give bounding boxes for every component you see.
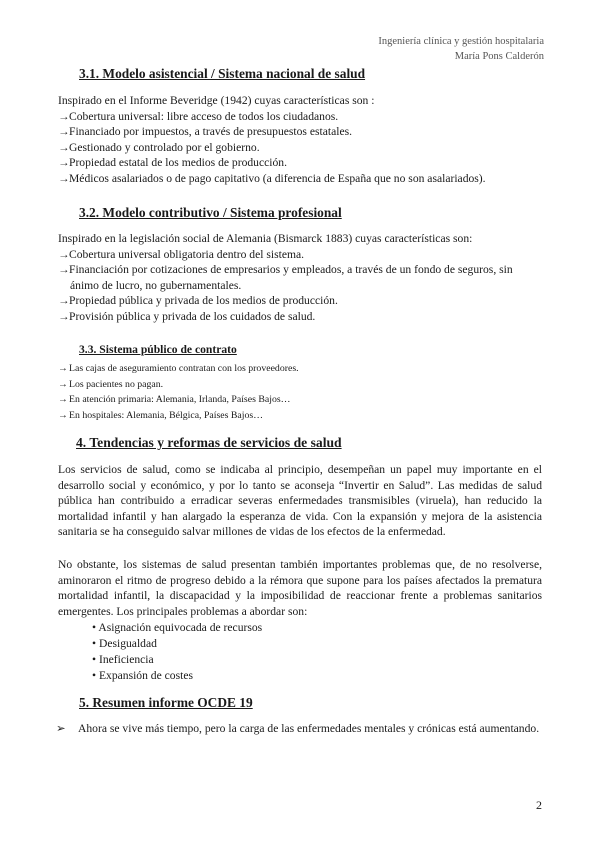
arrow-icon: →	[58, 309, 70, 323]
arrow-icon: →	[58, 263, 70, 277]
list-item: →Cobertura universal obligatoria dentro del sistema.	[58, 247, 305, 261]
list-item-continuation: ánimo de lucro, no gubernamentales.	[70, 278, 242, 292]
list-item: →Financiado por impuestos, a través de presupuestos estatales.	[58, 125, 353, 139]
list-item: →Médicos asalariados o de pago capitativo (a diferencia de España que no son asalariados).	[58, 171, 486, 185]
section-5-body	[56, 721, 542, 737]
list-item: →Gestionado y controlado por el gobierno.	[58, 140, 260, 154]
list-item: →En hospitales: Alemania, Bélgica, Países Bajos…	[58, 408, 542, 424]
list-item: →Propiedad pública y privada de los medios de producción.	[58, 294, 338, 308]
header-author: María Pons Calderón	[454, 51, 544, 62]
arrow-icon: →	[58, 409, 68, 421]
arrow-icon: →	[58, 378, 68, 390]
section-3-2-title: 3.2. Modelo contributivo / Sistema profesional	[79, 205, 342, 220]
list-item: →Los pacientes no pagan.	[58, 377, 542, 393]
page-number: 2	[536, 798, 542, 812]
list-item: ➢ Ahora se vive más tiempo, pero la carga de las enfermedades mentales y crónicas está aumentando.	[56, 722, 540, 735]
section-4-paragraph-1: Los servicios de salud, como se indicaba al principio, desempeñan un papel muy importante en el desarrollo social y económico, y por lo tanto se aconseja “Invertir en Salud”. Las medidas de salud pública han contribuido a erradicar severas enfermedades transmisibles (viruela), han reducido la mortalidad infantil y han alargado la esperanza de vida. Con la expansión y mejora de la asistencia sanitaria se ha conseguido salvar millones de vidas de los efectos de la enfermedad.	[58, 463, 542, 539]
list-item: →En atención primaria: Alemania, Irlanda, Países Bajos…	[58, 392, 542, 408]
section-3-3-body	[58, 361, 542, 423]
list-item: →Cobertura universal: libre acceso de todos los ciudadanos.	[58, 109, 339, 123]
running-header	[378, 34, 544, 64]
arrow-icon: →	[58, 140, 70, 154]
list-item: →Propiedad estatal de los medios de producción.	[58, 156, 287, 170]
section-4-title: 4. Tendencias y reformas de servicios de salud	[76, 435, 342, 450]
section-3-1-title: 3.1. Modelo asistencial / Sistema nacional de salud	[79, 66, 366, 81]
problems-list	[92, 620, 262, 684]
list-item: →Las cajas de aseguramiento contratan con los proveedores.	[58, 361, 542, 377]
list-item: • Expansión de costes	[92, 669, 193, 682]
arrow-icon: →	[58, 294, 70, 308]
list-item: • Ineficiencia	[92, 653, 154, 666]
arrow-icon: →	[58, 394, 68, 405]
arrow-icon: →	[58, 247, 70, 261]
section-3-1-body	[58, 93, 542, 187]
arrow-icon: →	[58, 125, 70, 139]
arrow-icon: →	[58, 156, 70, 170]
arrowhead-bullet-icon: ➢	[56, 722, 66, 735]
section-3-1-intro: Inspirado en el Informe Beveridge (1942) cuyas características son :	[58, 94, 375, 107]
list-item: →Provisión pública y privada de los cuidados de salud.	[58, 309, 316, 323]
arrow-icon: →	[58, 363, 68, 374]
section-5-title: 5. Resumen informe OCDE 19	[79, 695, 253, 710]
section-3-2-intro: Inspirado en la legislación social de Alemania (Bismarck 1883) cuyas características son:	[58, 232, 473, 245]
section-4-paragraph-2: No obstante, los sistemas de salud presentan también importantes problemas que, de no resolverse, aminoraron el ritmo de progreso debido a la rémora que supone para los países afectados la prematura mortalidad infantil, la discapacidad y la imposibilidad de reaccionar frente a problemas sanitarios emergentes. Los principales problemas a abordar son:	[58, 558, 542, 618]
arrow-icon: →	[58, 109, 70, 123]
section-3-2-body	[58, 231, 542, 325]
list-item: →Financiación por cotizaciones de empresarios y empleados, a través de un fondo de seguros, sin	[58, 263, 513, 277]
list-item: • Asignación equivocada de recursos	[92, 621, 263, 634]
arrow-icon: →	[58, 171, 70, 185]
header-course: Ingeniería clínica y gestión hospitalaria	[378, 36, 544, 47]
section-3-3-title: 3.3. Sistema público de contrato	[79, 343, 237, 356]
list-item: • Desigualdad	[92, 637, 157, 650]
